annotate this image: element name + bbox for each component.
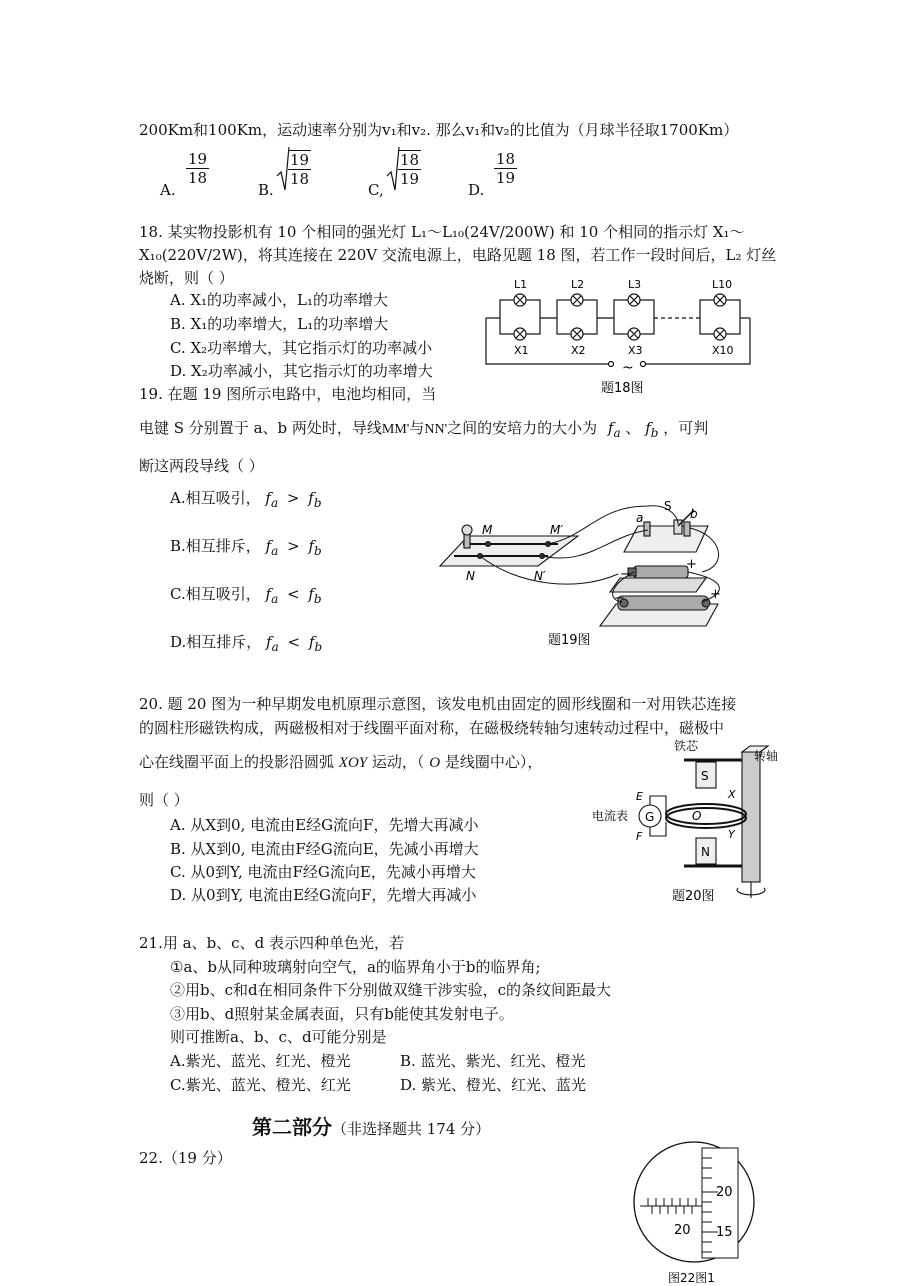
q20-stem-line2: 的圆柱形磁铁构成，两磁极相对于线圈平面对称，在磁极绕转轴匀速转动过程中，磁极中 bbox=[139, 719, 725, 737]
q20-option-c: C. 从0到Y, 电流由F经G流向E，先减小再增大 bbox=[170, 863, 476, 881]
label-e: E bbox=[636, 790, 643, 803]
q21-option-d: D. 紫光、橙光、红光、蓝光 bbox=[400, 1076, 587, 1094]
q21-item-1: ①a、b从同种玻璃射向空气，a的临界角小于b的临界角; bbox=[170, 958, 541, 976]
lamp-label-l1: L1 bbox=[514, 278, 528, 291]
q20-stem-line4: 则（ ） bbox=[139, 791, 189, 809]
figure-20-generator bbox=[592, 738, 788, 906]
label-ammeter: 电流表 bbox=[592, 809, 629, 823]
arc-xoy: XOY bbox=[338, 755, 368, 771]
tick-label-15: 15 bbox=[716, 1225, 733, 1240]
figure-22-caption: 图22图1 bbox=[668, 1271, 715, 1285]
tick-label-20: 20 bbox=[716, 1185, 733, 1200]
wire-nn: NN' bbox=[424, 422, 448, 437]
label-plus-2: + bbox=[710, 587, 721, 602]
label-galvanometer-g: G bbox=[645, 810, 655, 824]
fraction: $\frac{19}{18}$ bbox=[188, 150, 208, 187]
label-minus: − bbox=[620, 567, 631, 582]
label-m: M bbox=[482, 523, 493, 537]
figure-19-apparatus bbox=[438, 496, 734, 652]
indicator-label-x1: X1 bbox=[514, 344, 529, 357]
q20-option-d: D. 从0到Y, 电流由E经G流向F，先增大再减小 bbox=[170, 886, 477, 904]
fraction: $\frac{18}{19}$ bbox=[400, 151, 420, 188]
sleeve-label-20: 20 bbox=[674, 1223, 691, 1238]
q18-stem-line2: X₁₀(220V/2W)，将其连接在 220V 交流电源上，电路见题 18 图，若工作一段时间后，L₂ 灯丝 bbox=[139, 246, 777, 264]
part2-heading: 第二部分（非选择题共 174 分） bbox=[252, 1115, 491, 1139]
label-switch-s: S bbox=[664, 499, 672, 513]
label-plus: + bbox=[686, 557, 697, 572]
q21-item-3: ③用b、d照射某金属表面，只有b能使其发射电子。 bbox=[170, 1005, 514, 1023]
q18-option-b: B. X₁的功率增大，L₁的功率增大 bbox=[170, 315, 389, 333]
figure-20-caption: 题20图 bbox=[672, 889, 715, 904]
q18-option-a: A. X₁的功率减小，L₁的功率增大 bbox=[170, 291, 389, 309]
force-fa: $f_a$ bbox=[607, 419, 621, 440]
q20-stem-line3: 心在线圈平面上的投影沿圆弧 XOY 运动，（ O 是线圈中心）， bbox=[139, 753, 543, 771]
label-rotation-axis: 转轴 bbox=[754, 749, 779, 763]
option-letter: B. bbox=[258, 181, 274, 199]
figure-18-caption: 题18图 bbox=[601, 381, 644, 396]
label-f: F bbox=[636, 830, 643, 843]
figure-19-caption: 题19图 bbox=[548, 633, 591, 648]
wire-mm: MM' bbox=[381, 422, 410, 437]
indicator-label-x10: X10 bbox=[712, 344, 734, 357]
lamp-label-l3: L3 bbox=[628, 278, 642, 291]
q21-stem: 21.用 a、b、c、d 表示四种单色光，若 bbox=[139, 934, 404, 952]
label-n: N bbox=[466, 569, 475, 583]
option-letter: C, bbox=[368, 181, 384, 199]
fraction: $\frac{19}{18}$ bbox=[290, 151, 310, 188]
q21-option-a: A.紫光、蓝光、红光、橙光 bbox=[170, 1052, 351, 1070]
q19-option-c: C.相互吸引， $f_a < f_b$ bbox=[170, 585, 322, 606]
lamp-label-l2: L2 bbox=[571, 278, 585, 291]
lamp-label-l10: L10 bbox=[712, 278, 733, 291]
q19-option-d: D.相互排斥， $f_a < f_b$ bbox=[170, 633, 323, 654]
label-n-prime: N′ bbox=[534, 569, 546, 583]
option-letter: A. bbox=[160, 181, 176, 199]
label-iron-core: 铁芯 bbox=[674, 739, 699, 753]
figure-22-micrometer bbox=[628, 1138, 764, 1286]
q20-option-a: A. 从X到0, 电流由E经G流向F，先增大再减小 bbox=[170, 816, 479, 834]
q18-option-d: D. X₂功率减小，其它指示灯的功率增大 bbox=[170, 362, 433, 380]
q21-item-2: ②用b、c和d在相同条件下分别做双缝干涉实验，c的条纹间距最大 bbox=[170, 981, 612, 999]
fraction: $\frac{18}{19}$ bbox=[496, 150, 516, 187]
q21-item-4: 则可推断a、b、c、d可能分别是 bbox=[170, 1028, 387, 1046]
label-o: O bbox=[692, 809, 702, 823]
label-n-pole: N bbox=[701, 845, 710, 859]
q18-option-c: C. X₂功率增大，其它指示灯的功率减小 bbox=[170, 339, 433, 357]
q17-stem: 200Km和100Km，运动速率分别为v₁和v₂. 那么v₁和v₂的比值为（月球半径取1700Km） bbox=[139, 121, 739, 139]
force-fb: $f_b$ bbox=[645, 419, 659, 440]
q21-option-b: B. 蓝光、紫光、红光、橙光 bbox=[400, 1052, 586, 1070]
label-minus-2: − bbox=[614, 591, 625, 606]
q19-option-b: B.相互排斥， $f_a > f_b$ bbox=[170, 537, 322, 558]
q18-stem-line3: 烧断，则（ ） bbox=[139, 269, 234, 287]
q22-stem: 22.（19 分） bbox=[139, 1149, 232, 1167]
q21-option-c: C.紫光、蓝光、橙光、红光 bbox=[170, 1076, 351, 1094]
label-s-pole: S bbox=[701, 769, 709, 783]
q18-stem-line1: 18. 某实物投影机有 10 个相同的强光灯 L₁～L₁₀(24V/200W) 和 10 个相同的指示灯 X₁～ bbox=[139, 223, 745, 241]
label-b: b bbox=[690, 507, 698, 521]
q20-option-b: B. 从X到0, 电流由F经G流向E，先减小再增大 bbox=[170, 840, 479, 858]
option-letter: D. bbox=[468, 181, 485, 199]
q20-stem-line1: 20. 题 20 图为一种早期发电机原理示意图，该发电机由固定的圆形线圈和一对用铁芯连接 bbox=[139, 695, 737, 713]
label-x: X bbox=[728, 788, 736, 801]
indicator-label-x2: X2 bbox=[571, 344, 586, 357]
figure-18-circuit bbox=[478, 276, 768, 398]
indicator-label-x3: X3 bbox=[628, 344, 643, 357]
q19-option-a: A.相互吸引， $f_a > f_b$ bbox=[170, 489, 322, 510]
center-o: O bbox=[429, 755, 441, 771]
label-y: Y bbox=[728, 828, 735, 841]
label-m-prime: M′ bbox=[550, 523, 564, 537]
label-a: a bbox=[636, 511, 644, 525]
ac-source-icon: ~ bbox=[622, 360, 634, 376]
q19-stem-line2: 电键 S 分别置于 a、b 两处时，导线MM'与NN'之间的安培力的大小为 $f_a$ 、 $f_b$ ，可判 bbox=[139, 419, 709, 440]
q19-stem-line1: 19. 在题 19 图所示电路中，电池均相同，当 bbox=[139, 385, 437, 403]
q19-stem-line3: 断这两段导线（ ） bbox=[139, 457, 264, 475]
